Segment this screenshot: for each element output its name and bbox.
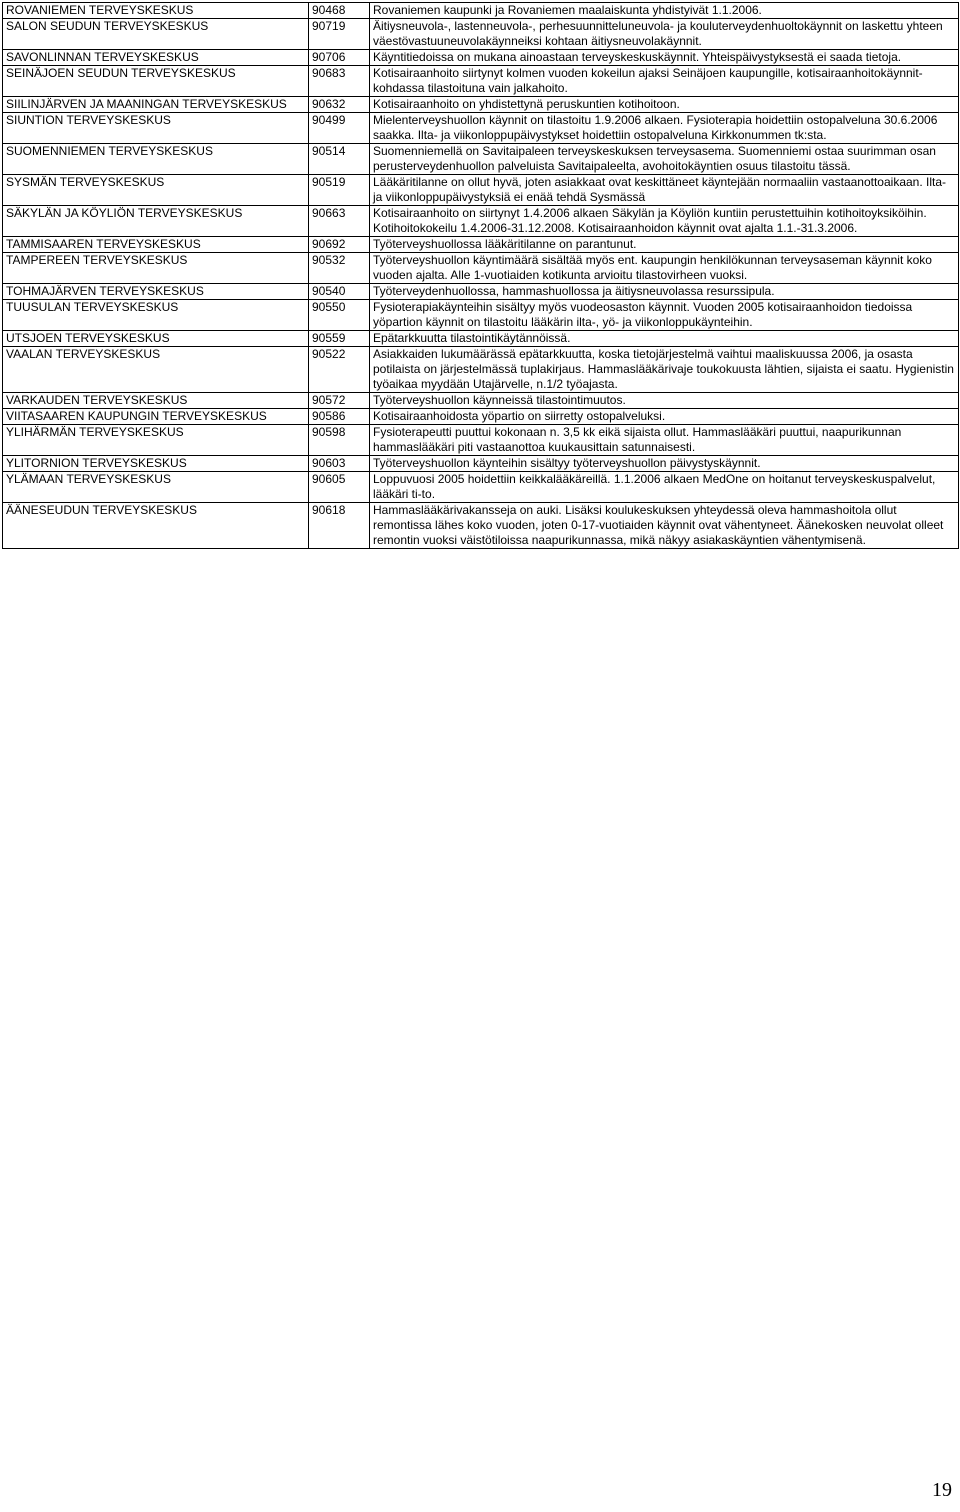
health-center-note: Kotisairaanhoito on siirtynyt 1.4.2006 alkaen Säkylän ja Köyliön kuntiin perustettuihin kotihoitoyksiköihin. Kotihoitokokeilu 1.4.2006-31.12.2008. Kotisairaanhoidon käynnit ovat ajalta 1.1.-31.3.2006.	[370, 206, 959, 237]
health-center-note: Rovaniemen kaupunki ja Rovaniemen maalaiskunta yhdistyivät 1.1.2006.	[370, 3, 959, 19]
health-center-name: SUOMENNIEMEN TERVEYSKESKUS	[3, 144, 309, 175]
health-center-code: 90663	[309, 206, 370, 237]
table-row	[3, 19, 959, 50]
health-center-code: 90559	[309, 331, 370, 347]
health-center-name: SAVONLINNAN TERVEYSKESKUS	[3, 50, 309, 66]
health-center-code: 90632	[309, 97, 370, 113]
health-center-note: Fysioterapiakäynteihin sisältyy myös vuodeosaston käynnit. Vuoden 2005 kotisairaanhoidon tiedoissa yöpartion käynnit on tilastoitu lääkärin ilta-, yö- ja viikonloppukäynteihin.	[370, 300, 959, 331]
table-row	[3, 50, 959, 66]
health-center-name: UTSJOEN TERVEYSKESKUS	[3, 331, 309, 347]
health-center-note: Suomenniemellä on Savitaipaleen terveyskeskuksen terveysasema. Suomenniemi ostaa suurimman osan perusterveydenhuollon palveluista Savitaipaleelta, avohoitokäyntien osuus tilastoitu tässä.	[370, 144, 959, 175]
health-center-name: SIUNTION TERVEYSKESKUS	[3, 113, 309, 144]
table-row	[3, 206, 959, 237]
health-center-note: Kotisairaanhoito on yhdistettynä peruskuntien kotihoitoon.	[370, 97, 959, 113]
health-center-name: VARKAUDEN TERVEYSKESKUS	[3, 393, 309, 409]
table-row	[3, 66, 959, 97]
health-center-note: Loppuvuosi 2005 hoidettiin keikkalääkäreillä. 1.1.2006 alkaen MedOne on hoitanut terveyskeskuspalvelut, lääkäri ti-to.	[370, 472, 959, 503]
table-row	[3, 144, 959, 175]
health-center-note: Fysioterapeutti puuttui kokonaan n. 3,5 kk eikä sijaista ollut. Hammaslääkäri puuttui, naapurikunnan hammaslääkäri piti vastaanottoa kuukausittain satunnaisesti.	[370, 425, 959, 456]
health-center-code: 90683	[309, 66, 370, 97]
table-row	[3, 3, 959, 19]
notes-table	[2, 2, 959, 549]
table-row	[3, 97, 959, 113]
health-center-code: 90468	[309, 3, 370, 19]
health-center-name: TUUSULAN TERVEYSKESKUS	[3, 300, 309, 331]
health-center-name: VAALAN TERVEYSKESKUS	[3, 347, 309, 393]
table-row	[3, 472, 959, 503]
health-center-code: 90532	[309, 253, 370, 284]
table-row	[3, 284, 959, 300]
health-center-note: Mielenterveyshuollon käynnit on tilastoitu 1.9.2006 alkaen. Fysioterapia hoidettiin ostopalveluna 30.6.2006 saakka. Ilta- ja viikonloppupäivystykset hoidettiin ostopalveluna Kirkkonummen tk:sta.	[370, 113, 959, 144]
health-center-note: Lääkäritilanne on ollut hyvä, joten asiakkaat ovat keskittäneet käyntejään normaaliin vastaanottoaikaan. Ilta- ja viikonloppupäivystyksiä ei enää tehdä Sysmässä	[370, 175, 959, 206]
health-center-code: 90519	[309, 175, 370, 206]
health-center-name: SYSMÄN TERVEYSKESKUS	[3, 175, 309, 206]
table-row	[3, 503, 959, 549]
health-center-code: 90719	[309, 19, 370, 50]
health-center-name: YLIHÄRMÄN TERVEYSKESKUS	[3, 425, 309, 456]
health-center-name: YLÄMAAN TERVEYSKESKUS	[3, 472, 309, 503]
health-center-name: SEINÄJOEN SEUDUN TERVEYSKESKUS	[3, 66, 309, 97]
health-center-name: VIITASAAREN KAUPUNGIN TERVEYSKESKUS	[3, 409, 309, 425]
health-center-name: ROVANIEMEN TERVEYSKESKUS	[3, 3, 309, 19]
health-center-code: 90499	[309, 113, 370, 144]
health-center-name: TOHMAJÄRVEN TERVEYSKESKUS	[3, 284, 309, 300]
health-center-note: Äitiysneuvola-, lastenneuvola-, perhesuunnitteluneuvola- ja kouluterveydenhuoltokäynnit on laskettu yhteen väestövastuuneuvolakäynneiksi kohtaan äitiysneuvolakäynnit.	[370, 19, 959, 50]
health-center-code: 90618	[309, 503, 370, 549]
health-center-note: Hammaslääkärivakansseja on auki. Lisäksi koulukeskuksen yhteydessä oleva hammashoitola ollut remontissa lähes koko vuoden, joten 0-17-vuotiaiden käynnit ovat vähentyneet. Äänekosken neuvolat olleet remontin vuoksi väistötiloissa naapurikunnassa, mikä näkyy asiakaskäyntien vähentymisenä.	[370, 503, 959, 549]
health-center-note: Asiakkaiden lukumäärässä epätarkkuutta, koska tietojärjestelmä vaihtui maaliskuussa 2006, ja osasta potilaista on järjestelmässä tuplakirjaus. Hammaslääkärivaje toukokuusta lähtien, sijaista ei saatu. Hygienistin työaikaa myydään Utajärvelle, n.1/2 työajasta.	[370, 347, 959, 393]
table-row	[3, 393, 959, 409]
health-center-note: Työterveydenhuollossa, hammashuollossa ja äitiysneuvolassa resurssipula.	[370, 284, 959, 300]
health-center-name: SALON SEUDUN TERVEYSKESKUS	[3, 19, 309, 50]
page-number: 19	[932, 1479, 952, 1501]
health-center-code: 90572	[309, 393, 370, 409]
health-center-code: 90598	[309, 425, 370, 456]
health-center-name: TAMPEREEN TERVEYSKESKUS	[3, 253, 309, 284]
table-row	[3, 331, 959, 347]
table-row	[3, 175, 959, 206]
health-center-code: 90586	[309, 409, 370, 425]
health-center-note: Kotisairaanhoito siirtynyt kolmen vuoden kokeilun ajaksi Seinäjoen kaupungille, kotisairaanhoitokäynnit-kohdassa tilastoituna vain jalkahoito.	[370, 66, 959, 97]
health-center-note: Työterveyshuollon käyntimäärä sisältää myös ent. kaupungin henkilökunnan terveysaseman käynnit koko vuoden ajalta. Alle 1-vuotiaiden kotikunta arvioitu tilastovirheen vuoksi.	[370, 253, 959, 284]
notes-table-body	[3, 3, 959, 549]
health-center-note: Työterveyshuollossa lääkäritilanne on parantunut.	[370, 237, 959, 253]
health-center-name: TAMMISAAREN TERVEYSKESKUS	[3, 237, 309, 253]
table-row	[3, 300, 959, 331]
table-row	[3, 456, 959, 472]
table-row	[3, 237, 959, 253]
health-center-note: Työterveyshuollon käynneissä tilastointimuutos.	[370, 393, 959, 409]
health-center-note: Käyntitiedoissa on mukana ainoastaan terveyskeskuskäynnit. Yhteispäivystyksestä ei saada tietoja.	[370, 50, 959, 66]
health-center-name: SIILINJÄRVEN JA MAANINGAN TERVEYSKESKUS	[3, 97, 309, 113]
health-center-code: 90514	[309, 144, 370, 175]
health-center-name: SÄKYLÄN JA KÖYLIÖN TERVEYSKESKUS	[3, 206, 309, 237]
health-center-code: 90706	[309, 50, 370, 66]
health-center-code: 90522	[309, 347, 370, 393]
health-center-name: YLITORNION TERVEYSKESKUS	[3, 456, 309, 472]
health-center-code: 90605	[309, 472, 370, 503]
health-center-note: Epätarkkuutta tilastointikäytännöissä.	[370, 331, 959, 347]
table-row	[3, 347, 959, 393]
health-center-code: 90550	[309, 300, 370, 331]
health-center-note: Työterveyshuollon käynteihin sisältyy työterveyshuollon päivystyskäynnit.	[370, 456, 959, 472]
health-center-code: 90603	[309, 456, 370, 472]
health-center-note: Kotisairaanhoidosta yöpartio on siirretty ostopalveluksi.	[370, 409, 959, 425]
health-center-code: 90692	[309, 237, 370, 253]
table-row	[3, 409, 959, 425]
table-row	[3, 113, 959, 144]
table-row	[3, 253, 959, 284]
table-row	[3, 425, 959, 456]
health-center-name: ÄÄNESEUDUN TERVEYSKESKUS	[3, 503, 309, 549]
health-center-code: 90540	[309, 284, 370, 300]
